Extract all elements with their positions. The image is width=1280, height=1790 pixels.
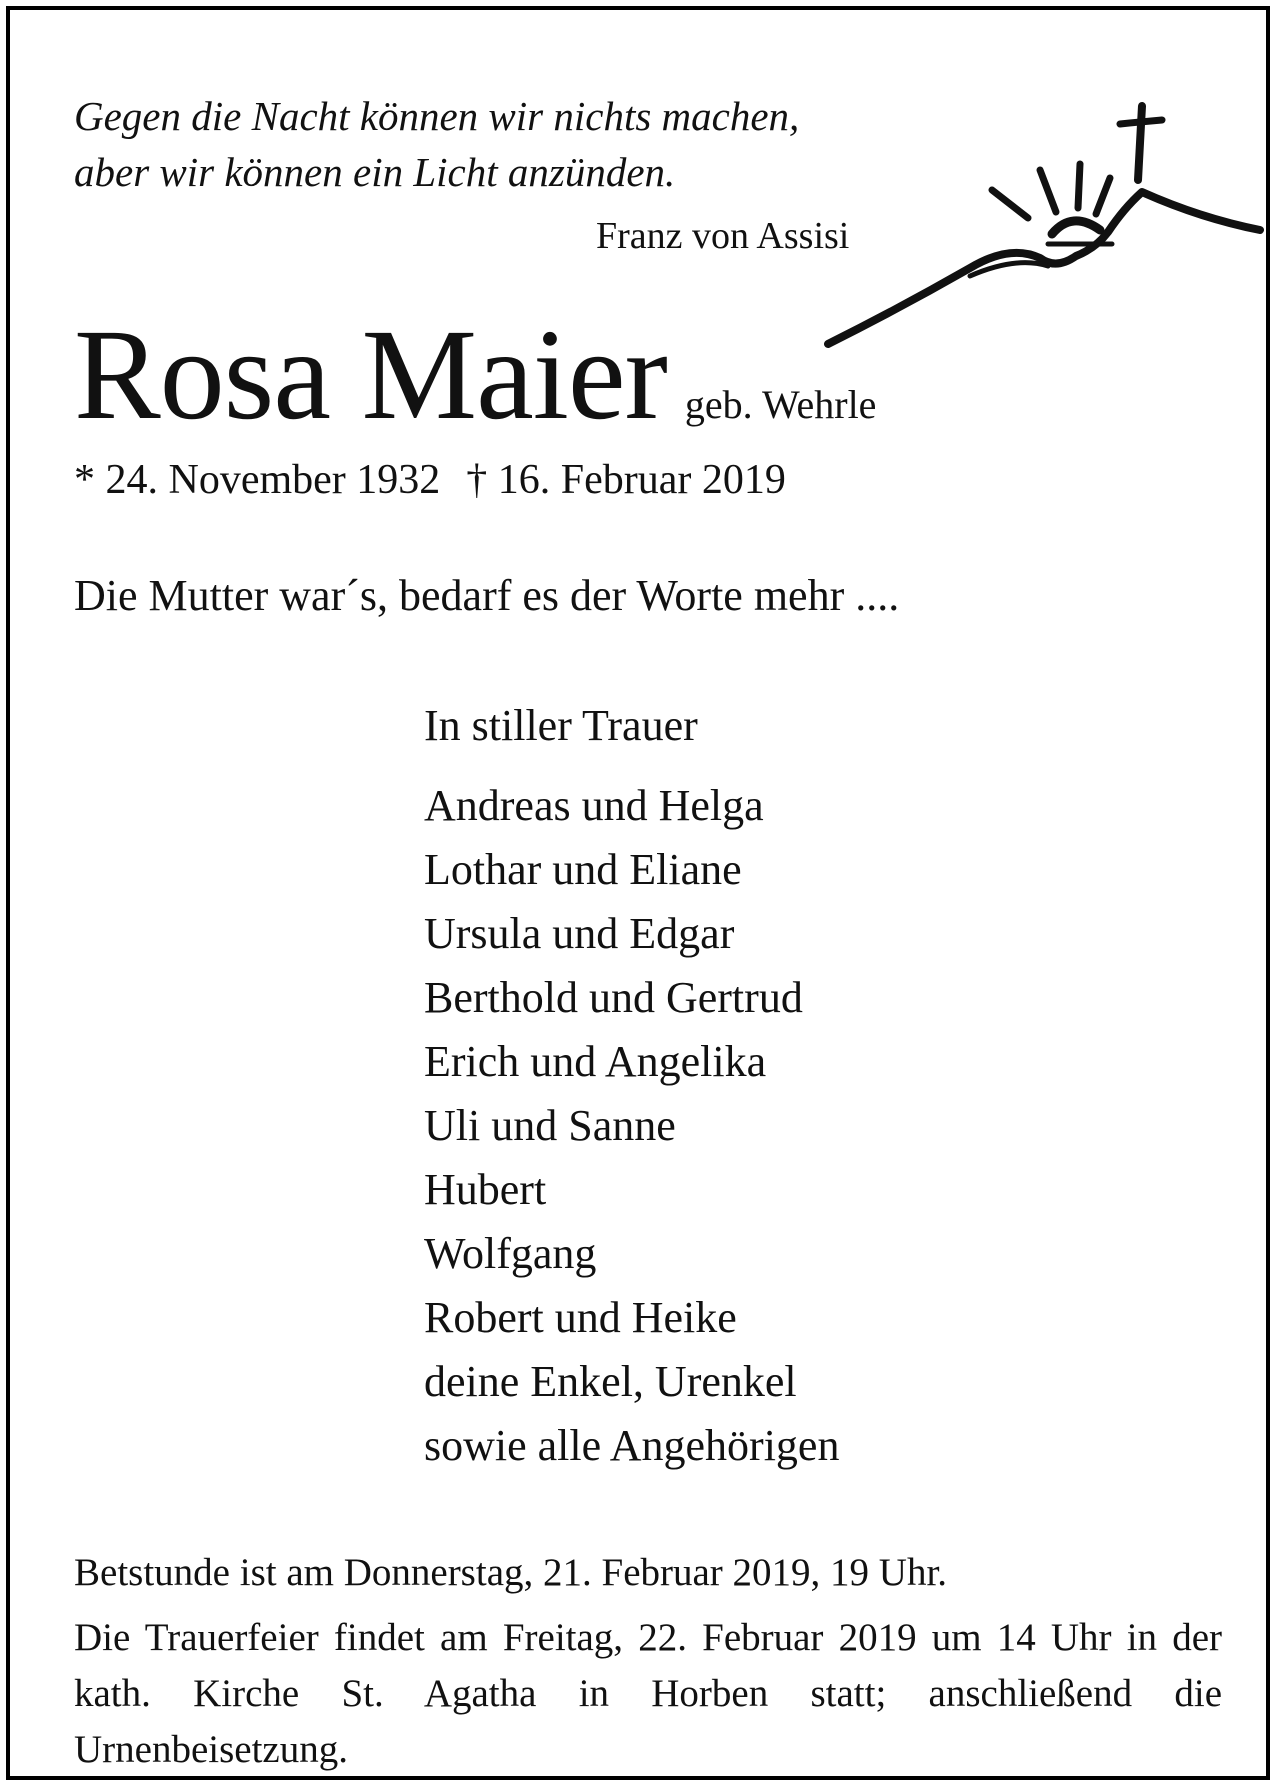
funeral-info: Die Trauerfeier findet am Freitag, 22. Februar 2019 um 14 Uhr in der kath. Kirche St. Agatha in Horben statt; anschließend die Urnenbeisetzung. [74, 1616, 1222, 1771]
obituary-notice [6, 6, 1270, 1780]
list-item: Ursula und Edgar [424, 909, 735, 958]
maiden-name: geb. Wehrle [684, 382, 877, 427]
list-item: Andreas und Helga [424, 781, 764, 830]
list-item: Hubert [424, 1165, 547, 1214]
quote-line-1: Gegen die Nacht können wir nichts machen, [74, 93, 800, 139]
life-dates [74, 456, 786, 504]
list-item: deine Enkel, Urenkel [424, 1357, 797, 1406]
list-item: Robert und Heike [424, 1293, 737, 1342]
deceased-name-line [74, 303, 877, 447]
list-item: sowie alle Angehörigen [424, 1421, 840, 1470]
mountain-cross-sun-icon [820, 98, 1270, 358]
mourning-title: In stiller Trauer [424, 701, 698, 750]
list-item: Uli und Sanne [424, 1101, 676, 1150]
motto: Die Mutter war´s, bedarf es der Worte mehr .... [74, 571, 900, 620]
deceased-name: Rosa Maier [74, 303, 667, 447]
quote-author: Franz von Assisi [596, 215, 850, 257]
birth-date: * 24. November 1932 [74, 457, 441, 503]
list-item: Berthold und Gertrud [424, 973, 803, 1022]
list-item: Erich und Angelika [424, 1037, 767, 1086]
prayer-hour-info: Betstunde ist am Donnerstag, 21. Februar 2019, 19 Uhr. [74, 1551, 948, 1594]
list-item: Wolfgang [424, 1229, 597, 1278]
mourners-list [424, 774, 839, 1478]
death-date: † 16. Februar 2019 [466, 457, 786, 503]
quote-line-2: aber wir können ein Licht anzünden. [74, 149, 676, 195]
list-item: Lothar und Eliane [424, 845, 742, 894]
quote [74, 88, 799, 200]
